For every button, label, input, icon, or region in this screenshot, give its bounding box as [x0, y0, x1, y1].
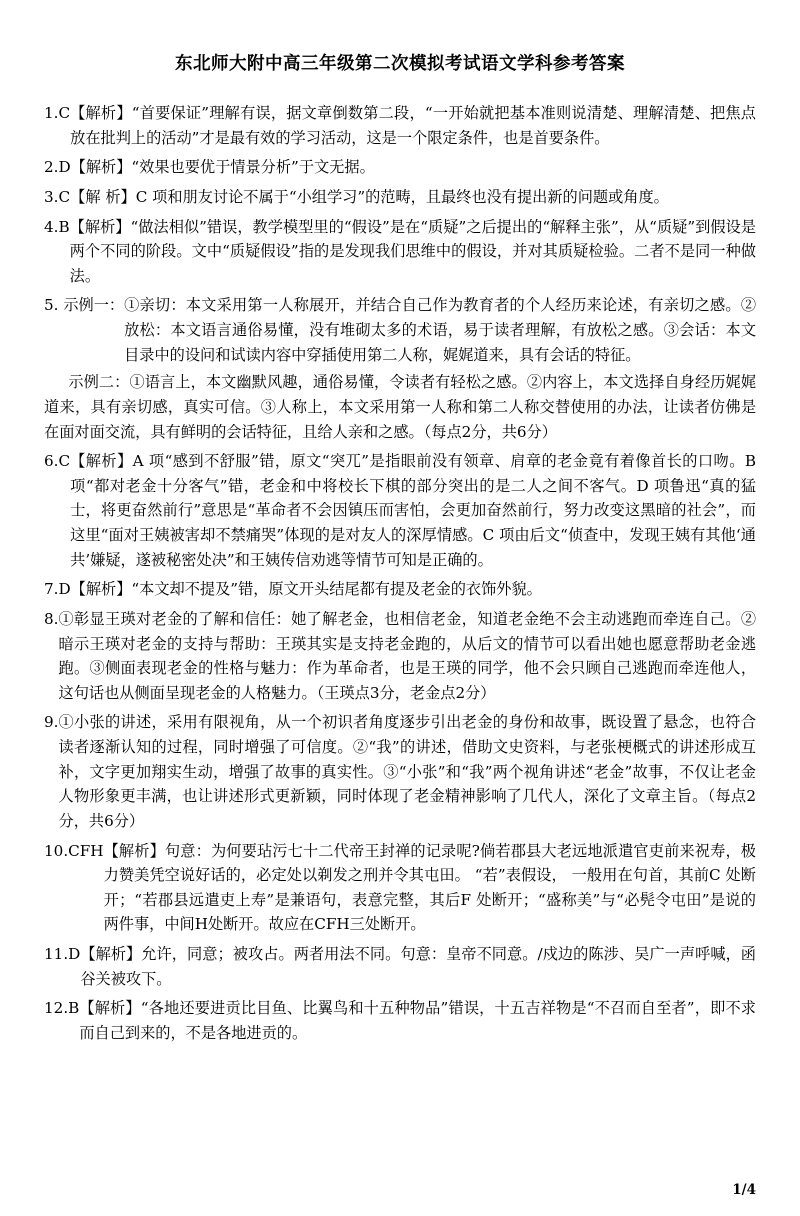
answer-number: 7.D [44, 580, 71, 599]
answer-item-5-alt: 示例二：①语言上，本文幽默风趣，通俗易懂，令读者有轻松之感。②内容上，本文选择自身经历娓娓道来，具有亲切感，真实可信。③人称上，本文采用第一人称和第二人称交替使用的办法，让读者仿佛是在面对面交流，具有鲜明的会话特征，且给人亲和之感。（每点2分，共6分） [44, 373, 756, 441]
page-title: 东北师大附中高三年级第二次模拟考试语文学科参考答案 [175, 54, 625, 74]
answer-item-3 [44, 185, 756, 210]
answer-text: ①亲切：本文采用第一人称展开，并结合自己作为教育者的个人经历来论述，有亲切之感。②放松：本文语言通俗易懂，没有堆砌太多的术语，易于读者理解，有放松之感。③会话：本文目录中的设问和试读内容中穿插使用第二人称，娓娓道来，具有会话的特征。 [124, 296, 756, 364]
answer-item-2 [44, 155, 756, 180]
answer-number: 1.C [44, 104, 71, 122]
answer-text: 【解析】A 项“感到不舒服”错，原文“突兀”是指眼前没有领章、肩章的老金竟有着像首长的口吻。B 项“都对老金十分客气”错，老金和中将校长下棋的部分突出的是二人之间不客气。D 项鲁迅“真的猛士，将更奋然前行”意思是“革命者不会因镇压而害怕，会更加奋然前行，努力改变这黑暗的社会”，而这里“面对王姨被害却不禁痛哭”体现的是对友人的深厚情感。C 项由后文“侦查中，发现王姨有其他‘通共’嫌疑，遂被秘密处决”和王姨传信劝逃等情节可知是正确的。 [70, 452, 756, 569]
answer-item-1 [44, 101, 756, 150]
answer-item-7 [44, 577, 756, 602]
answer-text: 【解析】“效果也要优于情景分析”于文无据。 [70, 158, 375, 177]
answer-text: 【解析】“本文却不提及”错，原文开头结尾都有提及老金的衣饰外貌。 [70, 580, 542, 599]
answer-text: 【解析】“做法相似”错误，教学模型里的“假设”是在“质疑”之后提出的“解释主张”，从“质疑”到假设是两个不同的阶段。文中“质疑假设”指的是发现我们思维中的假设，并对其质疑检验。二者不是同一种做法。 [69, 217, 756, 285]
answer-item-4 [44, 215, 756, 289]
answer-text: 【解析】“首要保证”理解有误，据文章倒数第二段，“一开始就把基本准则说清楚、理解清楚、把焦点放在批判上的活动”才是最有效的学习活动，这是一个限定条件，也是首要条件。 [70, 104, 756, 147]
answer-number: 11.D [44, 945, 81, 963]
answer-number: 9. [44, 713, 59, 732]
answer-item-6 [44, 449, 756, 572]
answer-text: ①小张的讲述，采用有限视角，从一个初识者角度逐步引出老金的身份和故事，既设置了悬念，也符合读者逐渐认知的过程，同时增强了可信度。②“我”的讲述，借助文史资料，与老张梗概式的讲述形成互补，文字更加翔实生动，增强了故事的真实性。③“小张”和“我”两个视角讲述“老金”故事，不仅让老金人物形象更丰满，也让讲述形式更新颖，同时体现了老金精神影响了几代人，深化了文章主旨。（每点2分，共6分） [58, 713, 756, 830]
answer-item-9 [44, 710, 756, 833]
answer-number: 6.C [44, 452, 71, 471]
answer-text: 【解析】句意：为何要玷污七十二代帝王封禅的记录呢?倘若郡县大老远地派遣官吏前来祝寿，极力赞美凭空说好话的，必定处以剃发之刑并令其屯田。 “若”表假设， 一般用在句首，其前C 处断开；“若郡县远遣吏上寿”是兼语句，表意完整，其后F 处断开；“盛称美”与“必髡令屯田”是说的两件事，中间H处断开。故应在CFH三处断开。 [103, 841, 756, 934]
answer-number: 3.C [44, 187, 71, 206]
answer-text: 【解析】“各地还要进贡比目鱼、比翼鸟和十五种物品”错误，十五吉祥物是“不召而自至者”，即不求而自己到来的，不是各地进贡的。 [79, 999, 756, 1042]
answer-item-10 [44, 839, 756, 938]
answer-text: 【解 析】C 项和朋友讨论不属于“小组学习”的范畴，且最终也没有提出新的问题或角度。 [70, 187, 669, 206]
answer-item-5 [44, 293, 756, 367]
answer-number: 2.D [44, 158, 71, 177]
answer-number: 8. [44, 609, 59, 628]
answer-item-8 [44, 607, 756, 706]
answer-text: ①彰显王瑛对老金的了解和信任：她了解老金，也相信老金，知道老金绝不会主动逃跑而牵连自己。②暗示王瑛对老金的支持与帮助：王瑛其实是支持老金跑的，从后文的情节可以看出她也愿意帮助老金逃跑。③侧面表现老金的性格与魅力：作为革命者，也是王瑛的同学，他不会只顾自己逃跑而牵连他人，这句话也从侧面呈现老金的人格魅力。（王瑛点3分，老金点2分） [58, 609, 756, 702]
answer-number: 4.B [44, 217, 70, 236]
answer-number: 12.B [44, 999, 80, 1018]
answer-item-11 [44, 942, 756, 991]
answer-item-12 [44, 996, 756, 1045]
answer-number: 5. 示例一： [44, 296, 125, 315]
answer-text: 【解析】允许，同意；被攻占。两者用法不同。句意：皇帝不同意。/戍边的陈涉、吴广一声呼喊，函谷关被攻下。 [80, 945, 756, 988]
answer-number: 10.CFH [44, 841, 104, 860]
page-number: 1/4 [732, 1182, 756, 1198]
